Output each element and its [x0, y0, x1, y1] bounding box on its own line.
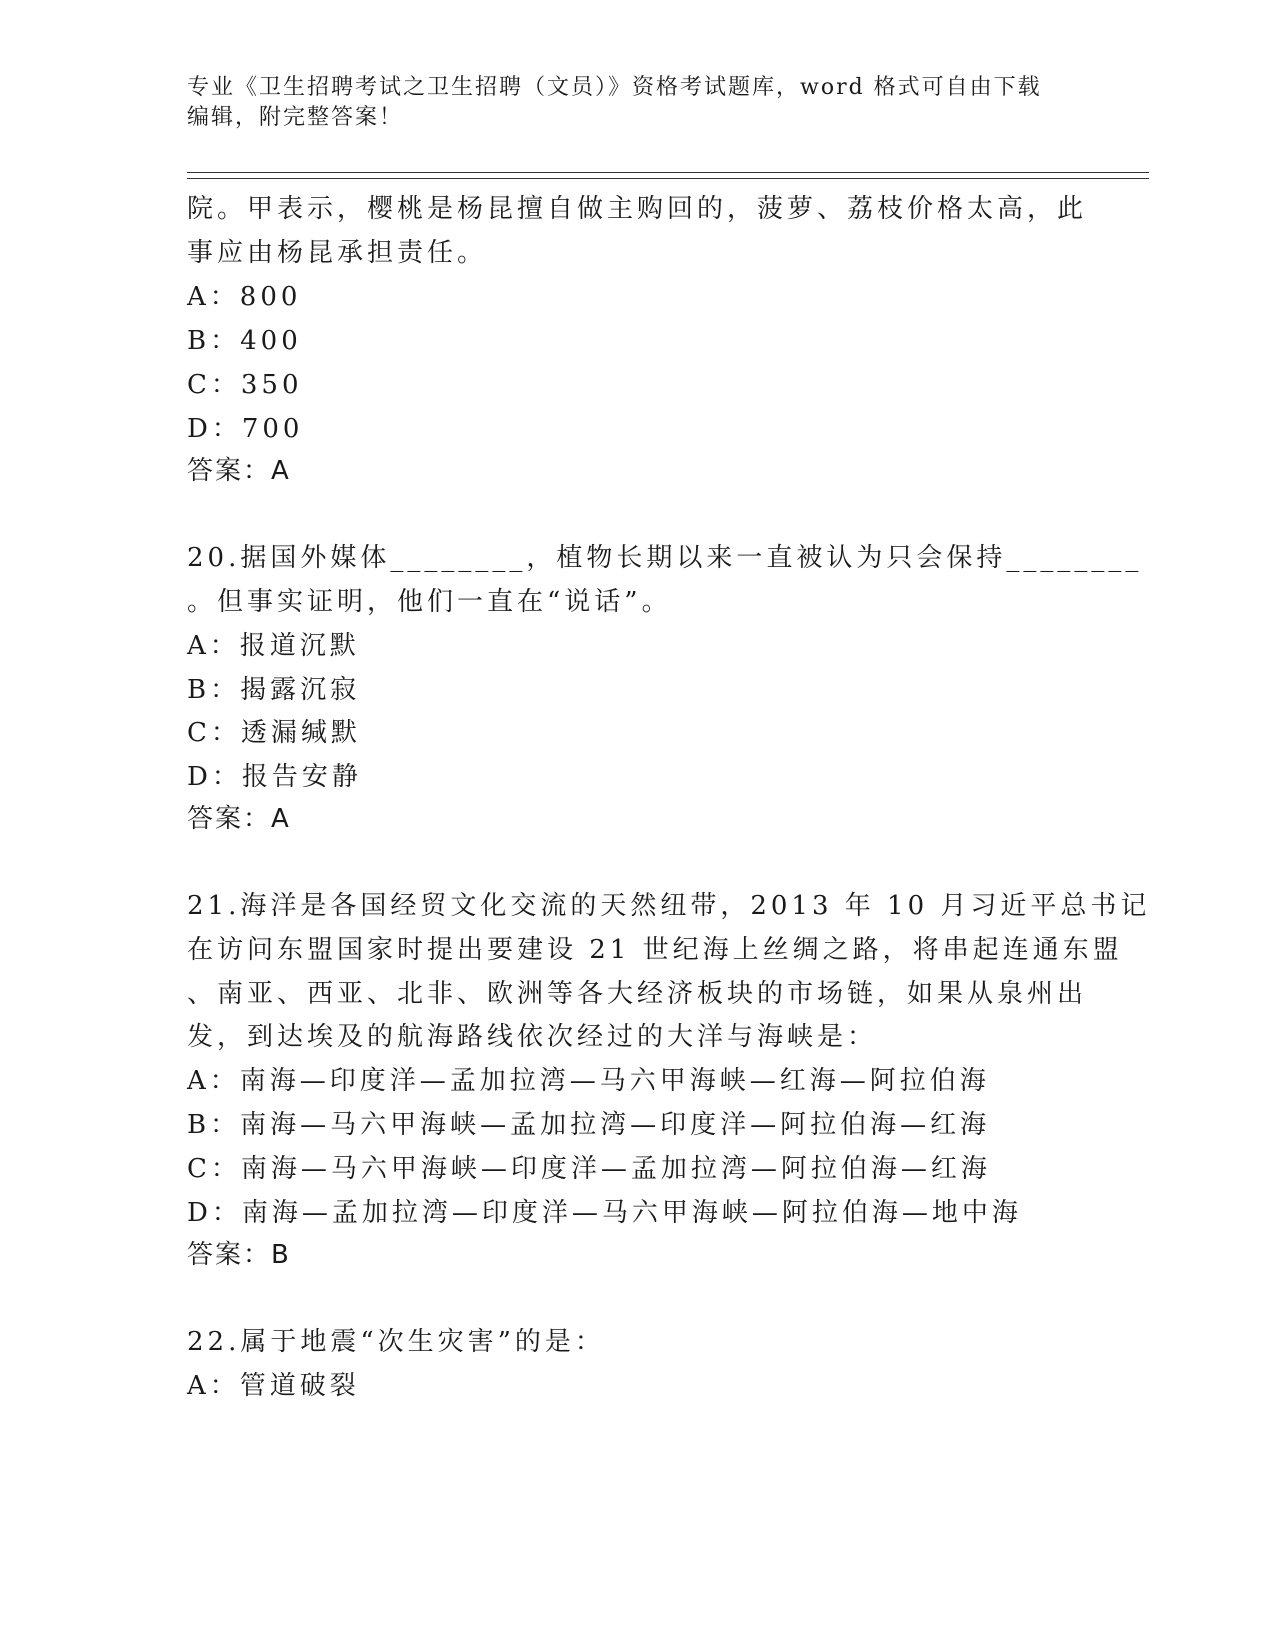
header-title-line-1: 专业《卫生招聘考试之卫生招聘（文员）》资格考试题库，word 格式可自由下载 — [187, 75, 1042, 100]
question-text-line: 20.据国外媒体________，植物长期以来一直被认为只会保持________ — [187, 543, 1143, 573]
question-text-line: 。但事实证明，他们一直在“说话”。 — [187, 587, 672, 617]
option-b: B：揭露沉寂 — [187, 675, 361, 705]
option-b: B：南海—马六甲海峡—孟加拉湾—印度洋—阿拉伯海—红海 — [187, 1110, 991, 1140]
option-c: C：350 — [187, 370, 303, 400]
option-d: D：700 — [187, 414, 304, 444]
question-text-line: 21.海洋是各国经贸文化交流的天然纽带，2013 年 10 月习近平总书记 — [187, 891, 1151, 921]
option-d: D：报告安静 — [187, 762, 362, 792]
question-text-line: 事应由杨昆承担责任。 — [187, 238, 488, 268]
option-c: C：透漏缄默 — [187, 718, 361, 748]
option-a: A：管道破裂 — [187, 1371, 360, 1401]
option-a: A：800 — [187, 282, 302, 312]
question-text-line: 在访问东盟国家时提出要建设 21 世纪海上丝绸之路，将串起连通东盟 — [187, 935, 1123, 965]
header-rule-top — [187, 172, 1149, 173]
option-d: D：南海—孟加拉湾—印度洋—马六甲海峡—阿拉伯海—地中海 — [187, 1198, 1022, 1228]
option-c: C：南海—马六甲海峡—印度洋—孟加拉湾—阿拉伯海—红海 — [187, 1154, 991, 1184]
answer-label: 答案：A — [187, 804, 291, 834]
option-b: B：400 — [187, 326, 302, 356]
answer-label: 答案：B — [187, 1240, 291, 1270]
question-text-line: 22.属于地震“次生灾害”的是： — [187, 1327, 605, 1357]
option-a: A：报道沉默 — [187, 631, 360, 661]
option-a: A：南海—印度洋—孟加拉湾—马六甲海峡—红海—阿拉伯海 — [187, 1066, 990, 1096]
answer-label: 答案：A — [187, 456, 291, 486]
question-text-line: 、南亚、西亚、北非、欧洲等各大经济板块的市场链，如果从泉州出 — [187, 979, 1088, 1009]
header-title-line-2: 编辑，附完整答案！ — [187, 105, 404, 130]
header-rule-bottom — [187, 178, 1149, 179]
question-text-line: 发，到达埃及的航海路线依次经过的大洋与海峡是： — [187, 1022, 878, 1052]
question-text-line: 院。甲表示，樱桃是杨昆擅自做主购回的，菠萝、荔枝价格太高，此 — [187, 194, 1088, 224]
